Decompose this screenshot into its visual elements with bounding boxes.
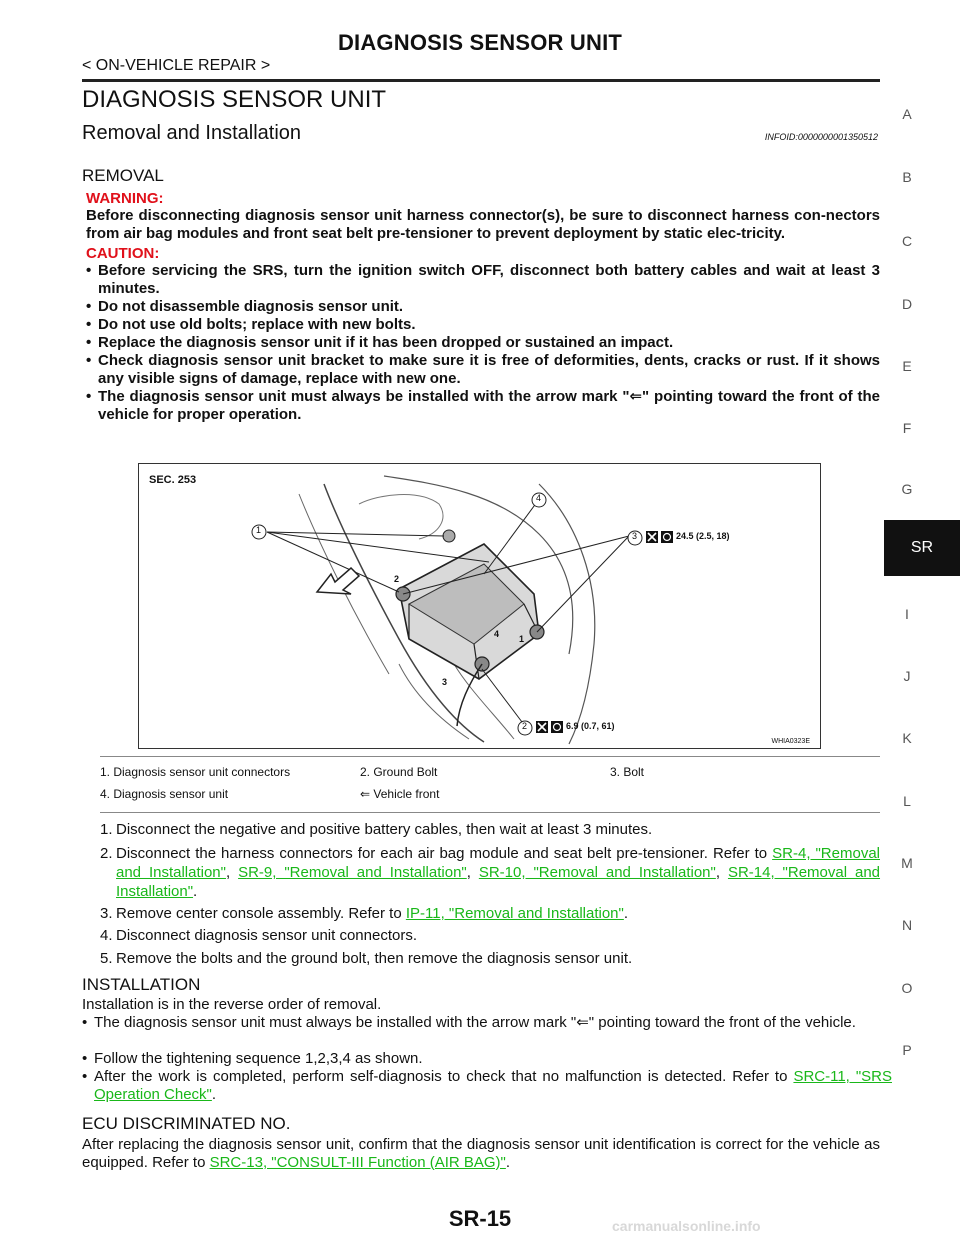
caution-label: CAUTION: xyxy=(86,245,160,262)
section-title: DIAGNOSIS SENSOR UNIT xyxy=(82,86,387,113)
step-text: Disconnect the negative and positive battery cables, then wait at least 3 minutes. xyxy=(116,821,653,838)
index-letter-c[interactable]: C xyxy=(901,233,913,249)
sequence-2: 2 xyxy=(394,574,400,584)
installation-bullet: • Follow the tightening sequence 1,2,3,4 as shown. xyxy=(82,1050,892,1068)
sequence-3: 3 xyxy=(442,677,448,687)
index-letter-d[interactable]: D xyxy=(901,296,913,312)
legend-cell: 2. Ground Bolt xyxy=(360,765,438,779)
removal-heading: REMOVAL xyxy=(82,166,164,185)
page-header-title: DIAGNOSIS SENSOR UNIT xyxy=(337,30,623,55)
warning-text: Before disconnecting diagnosis sensor unit harness connector(s), be sure to disconnect harness con-nectors from air bag modules and front seat belt pre-tensioner to prevent deployment by static elec-tricity. xyxy=(86,207,880,242)
removal-step-5 xyxy=(100,949,880,968)
legend-cell xyxy=(610,783,860,805)
legend-row xyxy=(100,783,860,805)
step-number: 1. xyxy=(100,821,113,838)
step-text: Disconnect the harness connectors for each air bag module and seat belt pre-tensioner. Refer to xyxy=(116,845,773,862)
caution-item: • Before servicing the SRS, turn the ignition switch OFF, disconnect both battery cables and wait at least 3 minutes. xyxy=(86,262,880,298)
torque-spec-bolt: 24.5 (2.5, 18) xyxy=(676,531,730,541)
step-text: Remove center console assembly. Refer to xyxy=(116,905,406,922)
sequence-4: 4 xyxy=(494,629,500,639)
step-number: 2. xyxy=(100,845,113,862)
step-text: Remove the bolts and the ground bolt, then remove the diagnosis sensor unit. xyxy=(116,950,633,967)
subsection-title: Removal and Installation xyxy=(82,122,302,144)
legend-row xyxy=(100,761,860,783)
warning-block xyxy=(86,190,880,424)
index-letter-e[interactable]: E xyxy=(902,358,912,374)
link-sr-9[interactable]: SR-9, "Removal and Installation" xyxy=(238,864,467,881)
ecu-heading: ECU DISCRIMINATED NO. xyxy=(82,1114,291,1133)
sequence-1: 1 xyxy=(519,634,525,644)
caution-item: • Do not use old bolts; replace with new bolts. xyxy=(86,316,880,334)
removal-step-2: 2. Disconnect the harness connectors for each air bag module and seat belt pre-tensioner. Refer to SR-4, "Removal and Installation", SR-9, "Removal and Installation", SR-10, "Removal and Installation", SR-14, "Removal and Installation". xyxy=(100,845,881,900)
index-letter-f[interactable]: F xyxy=(902,420,912,436)
installation-bullet: • After the work is completed, perform self-diagnosis to check that no malfunction is detected. Refer to SRC-11, "SRS Operation Check". xyxy=(82,1068,892,1104)
link-ip-11[interactable]: IP-11, "Removal and Installation" xyxy=(405,905,624,922)
caution-item: • Replace the diagnosis sensor unit if it has been dropped or sustained an impact. xyxy=(86,334,880,352)
removal-step-4 xyxy=(100,926,880,945)
link-src-11[interactable]: SRC-11, "SRS Operation Check" xyxy=(94,1068,892,1103)
removal-step-1 xyxy=(100,820,880,839)
link-sr-14[interactable]: SR-14, "Removal and Installation" xyxy=(116,864,881,900)
watermark: carmanualsonline.info xyxy=(612,1218,761,1234)
index-letter-l[interactable]: L xyxy=(903,793,911,809)
warning-label: WARNING: xyxy=(86,190,164,207)
removal-step-3: 3. Remove center console assembly. Refer to IP-11, "Removal and Installation". xyxy=(100,905,629,922)
page-number: SR-15 xyxy=(448,1206,512,1231)
ecu-text: After replacing the diagnosis sensor unit, confirm that the diagnosis sensor unit identification is correct for the vehicle as equipped. Refer to xyxy=(82,1136,880,1171)
legend-cell: 3. Bolt xyxy=(610,765,645,779)
installation-intro: Installation is in the reverse order of removal. xyxy=(82,996,382,1013)
figure-section-label: SEC. 253 xyxy=(149,474,197,486)
torque-spec-ground-bolt: 6.9 (0.7, 61) xyxy=(566,721,615,731)
figure-legend xyxy=(100,761,860,805)
header-divider xyxy=(82,79,880,82)
installation-heading: INSTALLATION xyxy=(82,975,201,994)
index-letter-b[interactable]: B xyxy=(902,169,912,185)
link-src-13[interactable]: SRC-13, "CONSULT-III Function (AIR BAG)" xyxy=(209,1154,506,1171)
link-sr-10[interactable]: SR-10, "Removal and Installation" xyxy=(478,864,716,881)
step-number: 4. xyxy=(100,927,113,944)
figure-code: WHIA0323E xyxy=(771,738,810,745)
legend-cell: ⇐ Vehicle front xyxy=(360,787,440,801)
index-letter-g[interactable]: G xyxy=(901,481,913,497)
diagram-figure xyxy=(138,463,821,749)
legend-cell: 1. Diagnosis sensor unit connectors xyxy=(100,765,291,779)
index-tab-sr[interactable]: SR xyxy=(884,520,960,576)
caution-item: • Do not disassemble diagnosis sensor unit. xyxy=(86,298,880,316)
ecu-paragraph: After replacing the diagnosis sensor unit, confirm that the diagnosis sensor unit identification is correct for the vehicle as equipped. Refer to SRC-13, "CONSULT-III Function (AIR BAG)". xyxy=(82,1136,880,1171)
step-text: Disconnect diagnosis sensor unit connectors. xyxy=(116,927,417,944)
legend-cell: 4. Diagnosis sensor unit xyxy=(100,787,229,801)
step-number: 3. xyxy=(100,905,113,922)
index-letter-j[interactable]: J xyxy=(903,668,911,684)
info-id: INFOID:0000000001350512 xyxy=(764,132,878,142)
installation-bullet: • The diagnosis sensor unit must always be installed with the arrow mark "⇐" pointing toward the front of the vehicle. xyxy=(82,1014,892,1032)
index-letter-m[interactable]: M xyxy=(901,855,913,871)
callout-2: 2 xyxy=(522,721,528,731)
callout-3: 3 xyxy=(632,531,638,541)
index-letter-o[interactable]: O xyxy=(901,980,913,996)
legend-rule-bottom xyxy=(100,812,880,813)
legend-rule-top xyxy=(100,756,880,757)
callout-1: 1 xyxy=(256,525,262,535)
page-header-subtitle: < ON-VEHICLE REPAIR > xyxy=(82,57,271,74)
index-letter-n[interactable]: N xyxy=(901,917,913,933)
caution-item: • The diagnosis sensor unit must always be installed with the arrow mark "⇐" pointing toward the front of the vehicle for proper operation. xyxy=(86,388,880,424)
caution-item: • Check diagnosis sensor unit bracket to make sure it is free of deformities, dents, cracks or rust. If it shows any visible signs of damage, replace with new one. xyxy=(86,352,880,388)
callout-4: 4 xyxy=(536,493,542,503)
step-number: 5. xyxy=(100,950,113,967)
link-sr-4[interactable]: SR-4, "Removal and Installation" xyxy=(116,845,880,881)
index-letter-k[interactable]: K xyxy=(902,730,912,746)
sensor-unit-illustration xyxy=(139,464,819,747)
installation-bullet-text: After the work is completed, perform self-diagnosis to check that no malfunction is detected. Refer to xyxy=(94,1068,794,1085)
index-letter-a[interactable]: A xyxy=(902,106,912,122)
index-letter-p[interactable]: P xyxy=(902,1042,912,1058)
index-letter-i[interactable]: I xyxy=(905,606,909,622)
